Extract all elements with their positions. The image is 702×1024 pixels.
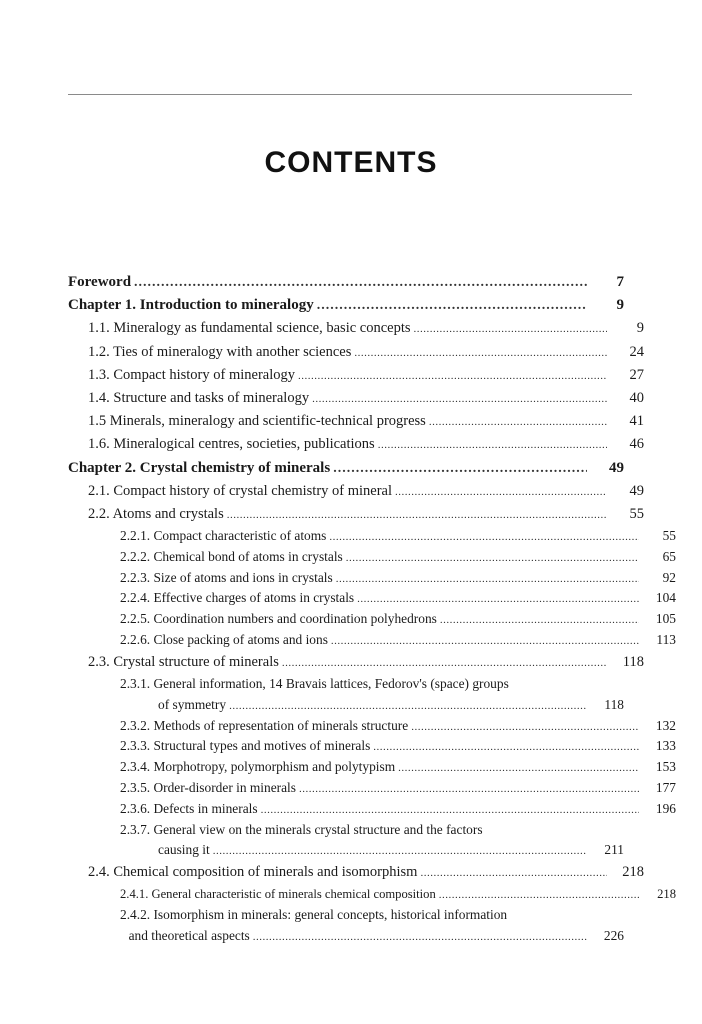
dot-leader [317,294,587,317]
toc-entry-section[interactable] [68,317,644,340]
toc-entry-title: 1.5 Minerals, mineralogy and scientific-technical progress [88,413,426,430]
toc-page-number: 105 [655,611,676,627]
dot-leader [229,696,587,717]
toc-entry-title: 2.3.6. Defects in minerals [120,800,258,816]
toc-page-number: 49 [609,459,624,476]
toc-entry-title: 1.6. Mineralogical centres, societies, publications [88,436,375,453]
toc-entry-section[interactable] [68,480,644,503]
dot-leader [336,569,639,590]
toc-entry-title: 2.3. Crystal structure of minerals [88,653,279,670]
toc-page-number: 211 [604,842,624,858]
toc-entry-subsection[interactable] [68,820,624,862]
dot-leader [354,342,607,365]
toc-page-number: 41 [629,413,644,430]
dot-leader [440,610,639,631]
toc-entry-title: 2.4.1. General characteristic of minerals chemical composition [120,887,436,902]
toc-entry-chapter-2[interactable] [68,457,624,480]
dot-leader [378,434,607,457]
toc-page-number: 49 [629,482,644,499]
toc-entry-subsection[interactable] [68,674,624,716]
toc-page-number: 55 [629,505,644,522]
dot-leader [299,779,639,800]
toc-page-number: 104 [655,590,676,606]
toc-entry-title: 2.2.3. Size of atoms and ions in crystals [120,569,333,585]
toc-entry-subsection[interactable] [68,568,676,589]
dot-leader [329,527,639,548]
toc-page-number: 218 [657,887,676,902]
toc-entry-title: 2.3.1. General information, 14 Bravais lattices, Fedorov's (space) groups [120,676,509,692]
toc-entry-title: 2.2. Atoms and crystals [88,505,224,522]
dot-leader [213,841,587,862]
dot-leader [414,318,607,341]
toc-entry-title: 2.2.4. Effective charges of atoms in crystals [120,590,355,606]
toc-page-number: 132 [655,717,676,733]
toc-entry-section[interactable] [68,410,644,433]
toc-page-number: 9 [616,297,624,314]
toc-page-number: 133 [655,738,676,754]
dot-leader [312,388,607,411]
toc-entry-subsection[interactable] [68,588,676,609]
toc-page-number: 92 [662,569,676,585]
toc-entry-subsection[interactable] [68,884,676,905]
toc-page-number: 226 [603,927,624,943]
toc-page-number: 40 [629,389,644,406]
toc-page-number: 7 [616,274,624,290]
toc-page-number: 118 [622,653,644,670]
toc-entry-subsection[interactable] [68,716,676,737]
toc-entry-section[interactable] [68,503,644,526]
toc-entry-section[interactable] [68,341,644,364]
toc-entry-subsection[interactable] [68,799,676,820]
toc-page-number: 153 [655,759,676,775]
toc-entry-section[interactable] [68,651,644,674]
page-title: CONTENTS [264,146,438,179]
toc-entry-title: 2.2.2. Chemical bond of atoms in crystals [120,548,343,564]
toc-entry-title: 2.4. Chemical composition of minerals and isomorphism [88,864,418,881]
toc-entry-subsection[interactable] [68,547,676,568]
toc-entry-subsection[interactable] [68,778,676,799]
toc-entry-foreword[interactable] [68,271,624,294]
dot-leader [439,885,639,906]
toc-entry-title: 2.3.3. Structural types and motives of minerals [120,738,371,754]
toc-entry-title: 1.1. Mineralogy as fundamental science, basic concepts [88,320,411,337]
toc-page-number: 196 [655,800,676,816]
toc-entry-title: Chapter 2. Crystal chemistry of minerals [68,459,331,476]
toc-entry-title: 2.4.2. Isomorphism in minerals: general concepts, historical information [120,907,508,923]
dot-leader [282,652,607,675]
dot-leader [357,589,639,610]
dot-leader [331,631,639,652]
toc-entry-subsection[interactable] [68,736,676,757]
dot-leader [395,481,607,504]
toc-entry-title: 2.3.4. Morphotropy, polymorphism and polytypism [120,759,396,775]
dot-leader [429,411,607,434]
toc-entry-title: 2.3.2. Methods of representation of minerals structure [120,717,409,733]
dot-leader [420,862,607,885]
toc-entry-subsection[interactable] [68,609,676,630]
toc-entry-subsection[interactable] [68,757,676,778]
dot-leader [253,927,587,948]
dot-leader [134,271,587,294]
dot-leader [411,717,639,738]
toc-entry-title: 1.3. Compact history of mineralogy [88,366,295,383]
dot-leader [261,800,639,821]
toc-entry-title: 2.3.7. General view on the minerals crystal structure and the factors [120,821,483,837]
toc-page-number: 177 [655,780,676,796]
dot-leader [346,548,639,569]
toc-entry-section[interactable] [68,861,644,884]
toc-entry-title: Foreword [68,274,132,290]
dot-leader [333,457,587,480]
toc-entry-subsection[interactable] [68,630,676,651]
dot-leader [398,758,639,779]
toc-entry-title-continued: of symmetry [158,696,227,712]
toc-entry-title: 1.2. Ties of mineralogy with another sciences [88,343,352,360]
toc-entry-section[interactable] [68,387,644,410]
toc-page-number: 24 [629,343,644,360]
toc-entry-subsection[interactable] [68,905,624,947]
toc-entry-title: 1.4. Structure and tasks of mineralogy [88,389,310,406]
toc-entry-title: 2.2.6. Close packing of atoms and ions [120,632,328,648]
toc-page-number: 55 [662,528,676,544]
toc-entry-title: 2.3.5. Order-disorder in minerals [120,780,296,796]
dot-leader [227,504,607,527]
toc-page-number: 218 [622,864,644,881]
toc-page-number: 9 [636,320,644,337]
toc-entry-section[interactable] [68,364,644,387]
toc-entry-title: 2.1. Compact history of crystal chemistry of mineral [88,482,393,499]
toc-page-number: 118 [604,696,624,712]
toc-page-number: 27 [629,366,644,383]
toc-page-number: 113 [656,632,676,648]
toc-entry-title: 2.2.5. Coordination numbers and coordination polyhedrons [120,611,437,627]
toc-entry-title: Chapter 1. Introduction to mineralogy [68,297,314,314]
toc-page-number: 65 [662,548,676,564]
toc-entry-title-continued: and theoretical aspects [128,927,250,943]
toc-entry-title: 2.2.1. Compact characteristic of atoms [120,528,327,544]
toc-entry-subsection[interactable] [68,526,676,547]
toc-entry-title-continued: causing it [158,842,210,858]
header-rule [68,94,632,95]
toc-page-number: 46 [629,436,644,453]
table-of-contents [68,271,676,947]
dot-leader [298,365,607,388]
toc-entry-chapter-1[interactable] [68,294,624,317]
dot-leader [373,737,639,758]
toc-entry-section[interactable] [68,433,644,456]
